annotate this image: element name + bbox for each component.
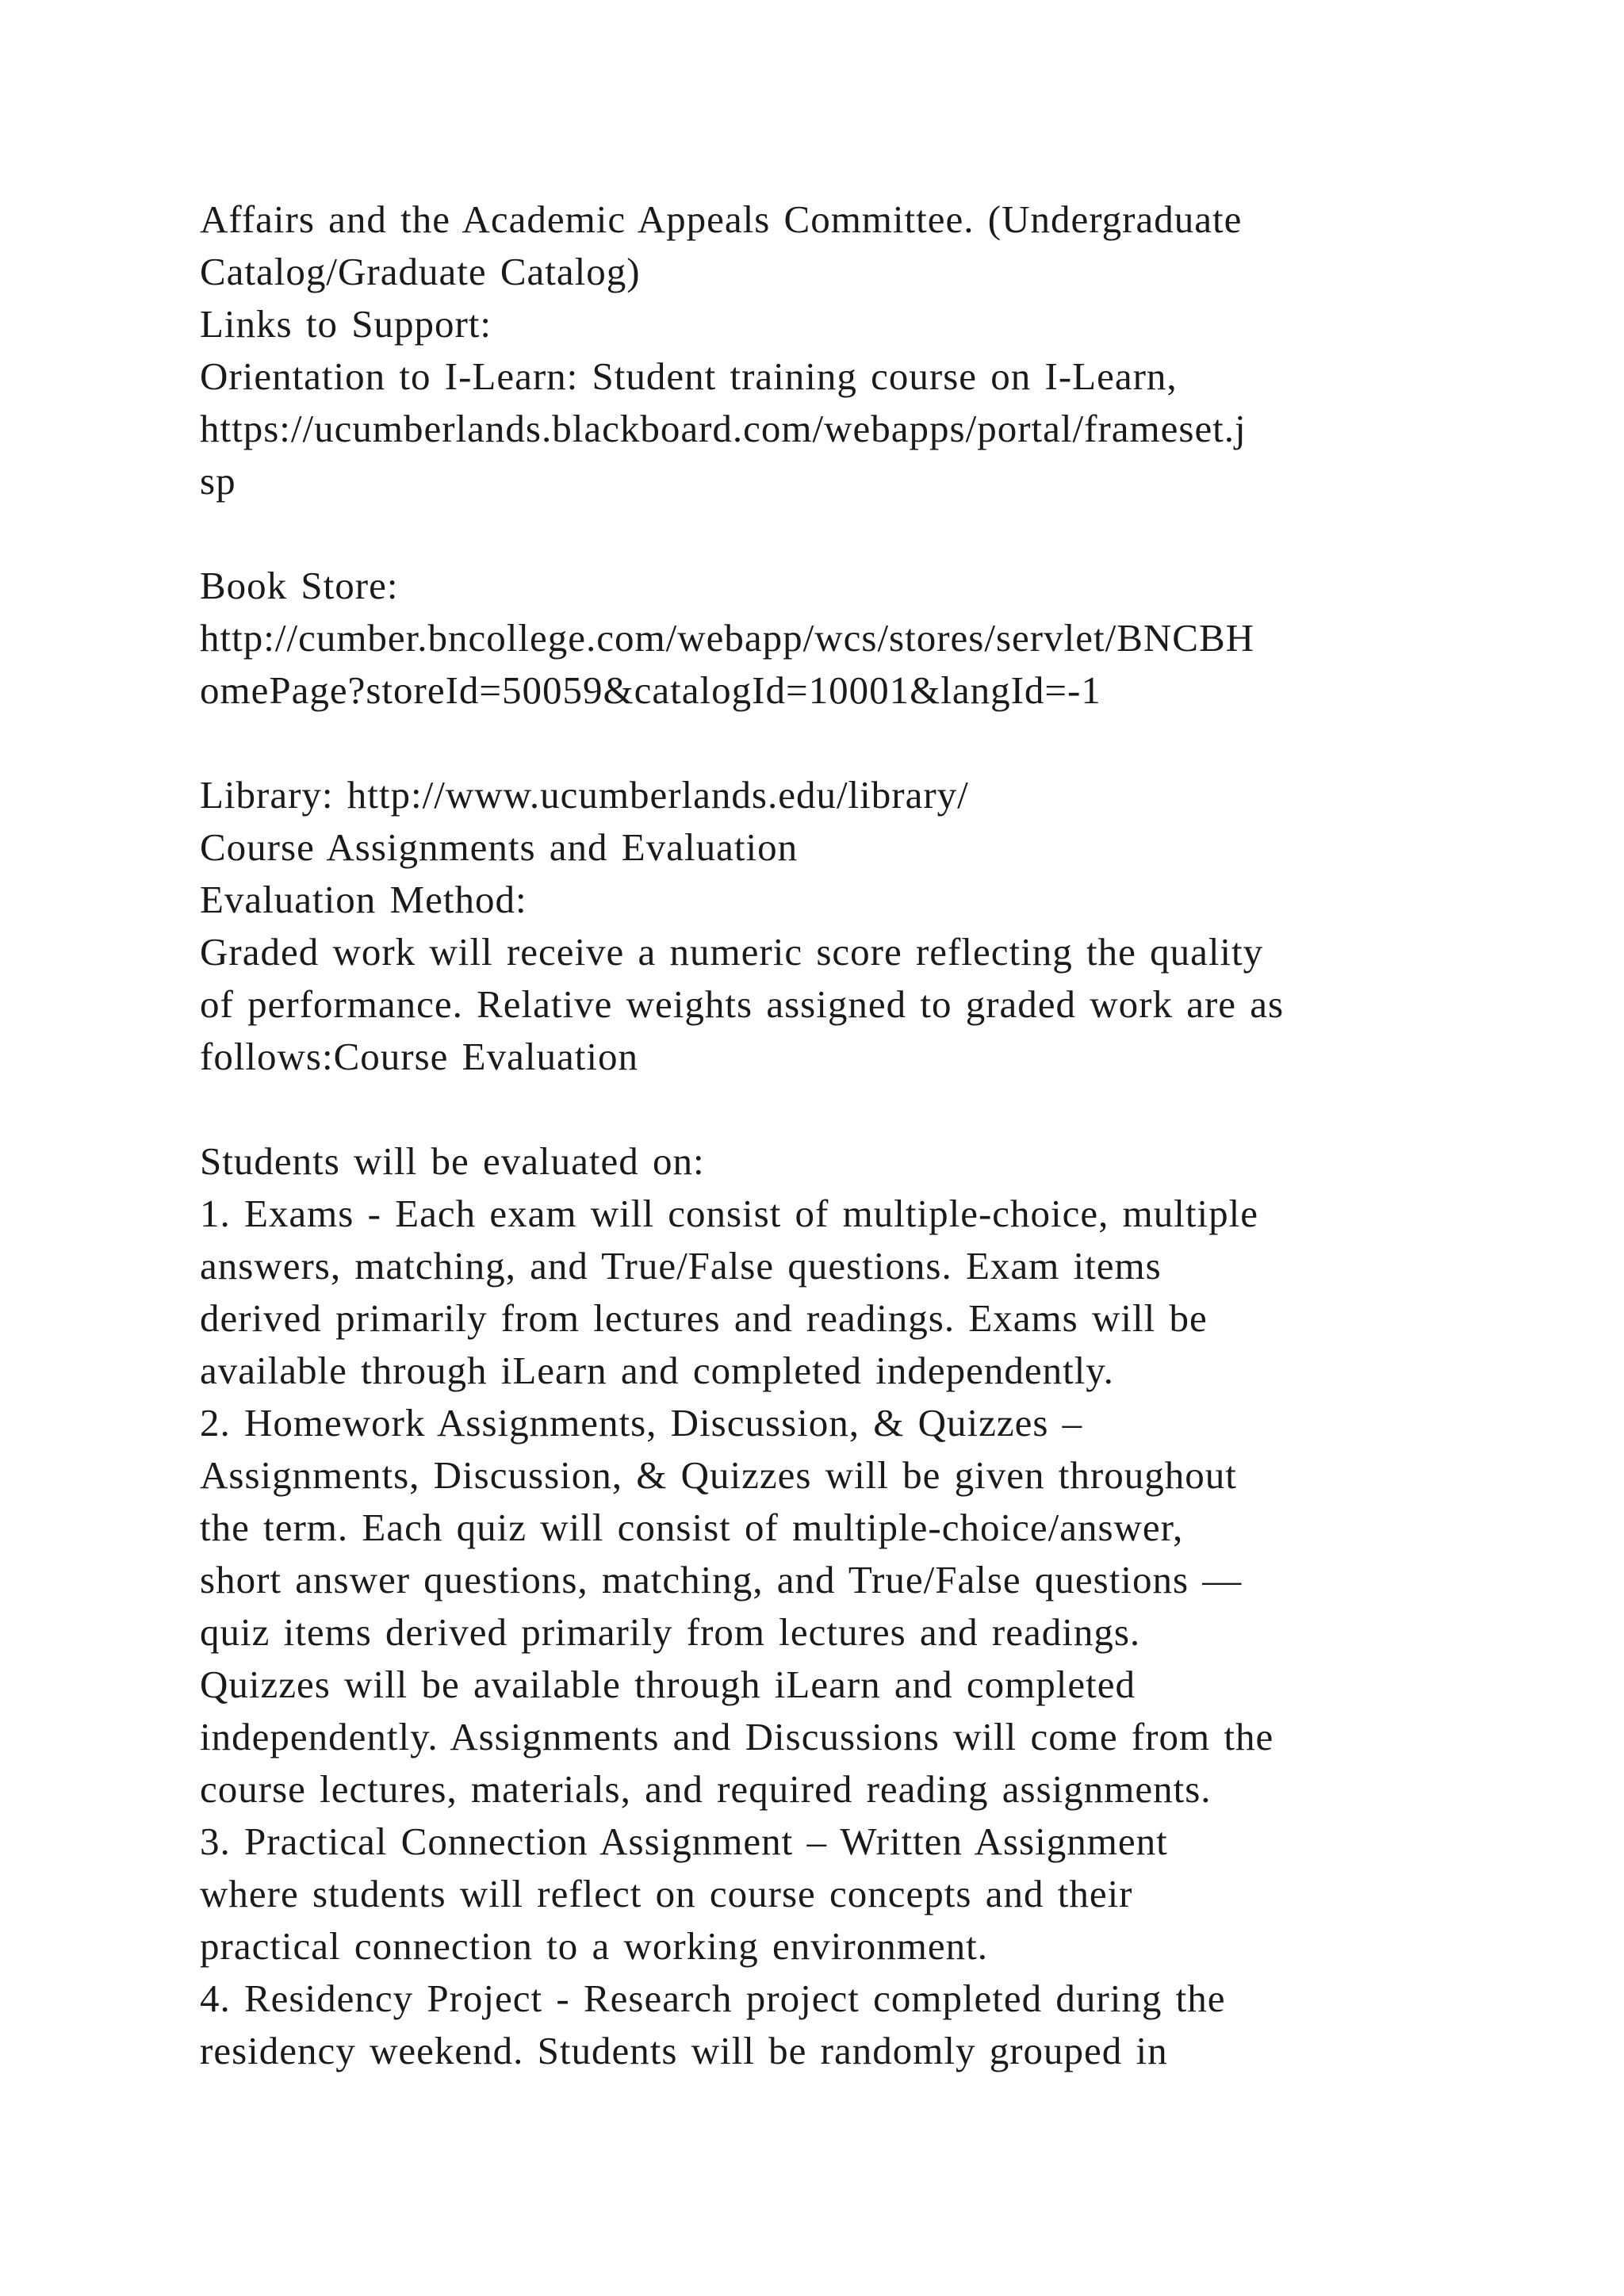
list-item-practical-connection: 3. Practical Connection Assignment – Written Assignment <box>200 1820 1168 1863</box>
document-body <box>200 193 1469 2077</box>
heading-evaluation-method: Evaluation Method: <box>200 878 527 921</box>
library-link-line[interactable]: Library: http://www.ucumberlands.edu/library/ <box>200 773 969 817</box>
text-line: practical connection to a working environment. <box>200 1924 988 1968</box>
heading-course-assignments: Course Assignments and Evaluation <box>200 825 799 869</box>
list-item-residency-project: 4. Residency Project - Research project completed during the <box>200 1976 1226 2020</box>
text-line: Catalog/Graduate Catalog) <box>200 250 641 293</box>
heading-students-evaluated: Students will be evaluated on: <box>200 1139 705 1183</box>
blank-line <box>200 507 1469 560</box>
list-item-exams: 1. Exams - Each exam will consist of multiple-choice, multiple <box>200 1192 1258 1235</box>
text-line: derived primarily from lectures and readings. Exams will be <box>200 1296 1208 1340</box>
text-line: Graded work will receive a numeric score reflecting the quality <box>200 930 1264 974</box>
text-line: follows:Course Evaluation <box>200 1035 638 1078</box>
list-item-homework: 2. Homework Assignments, Discussion, & Quizzes – <box>200 1401 1083 1445</box>
text-line: answers, matching, and True/False questions. Exam items <box>200 1244 1162 1288</box>
text-line: residency weekend. Students will be randomly grouped in <box>200 2029 1168 2072</box>
text-line: independently. Assignments and Discussions will come from the <box>200 1715 1274 1758</box>
text-line: Quizzes will be available through iLearn and completed <box>200 1663 1136 1706</box>
bookstore-link-continued[interactable]: omePage?storeId=50059&catalogId=10001&langId=-1 <box>200 668 1101 712</box>
text-line: quiz items derived primarily from lectures and readings. <box>200 1610 1141 1654</box>
bookstore-link[interactable]: http://cumber.bncollege.com/webapp/wcs/stores/servlet/BNCBH <box>200 616 1255 660</box>
text-line: the term. Each quiz will consist of multiple-choice/answer, <box>200 1506 1184 1549</box>
text-line: where students will reflect on course concepts and their <box>200 1872 1133 1915</box>
blank-line <box>200 717 1469 769</box>
heading-links-to-support: Links to Support: <box>200 302 492 346</box>
text-line: Assignments, Discussion, & Quizzes will be given throughout <box>200 1453 1237 1497</box>
ilearn-link[interactable]: https://ucumberlands.blackboard.com/webapps/portal/frameset.j <box>200 407 1247 450</box>
text-line: short answer questions, matching, and True/False questions — <box>200 1558 1243 1601</box>
text-line: Orientation to I-Learn: Student training course on I-Learn, <box>200 354 1178 398</box>
text-line: course lectures, materials, and required reading assignments. <box>200 1767 1212 1811</box>
text-line: Affairs and the Academic Appeals Committee. (Undergraduate <box>200 197 1243 241</box>
heading-book-store: Book Store: <box>200 564 399 607</box>
text-line: of performance. Relative weights assigned to graded work are as <box>200 982 1285 1026</box>
blank-line <box>200 1083 1469 1135</box>
text-line: available through iLearn and completed independently. <box>200 1349 1114 1392</box>
ilearn-link-continued[interactable]: sp <box>200 459 236 503</box>
